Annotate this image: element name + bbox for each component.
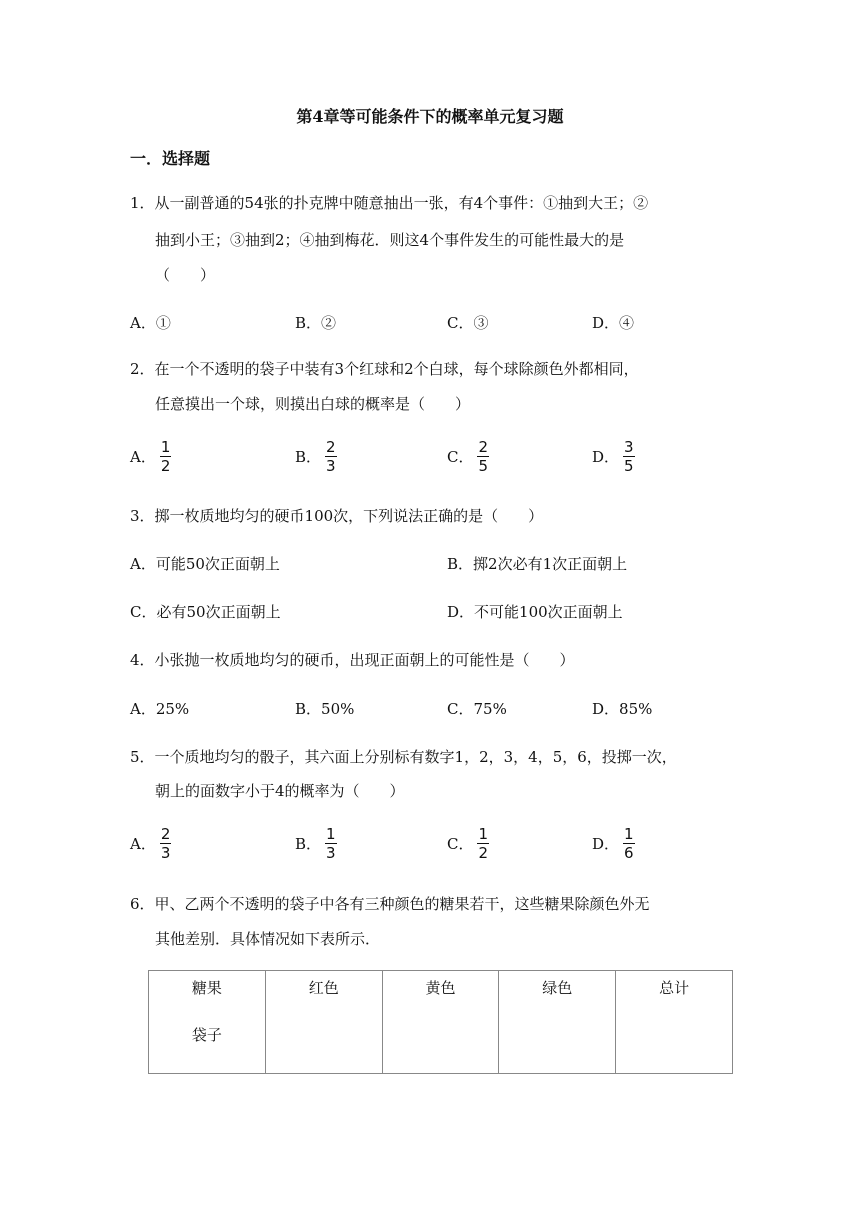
- q1-option-c: C．③: [447, 314, 489, 332]
- fraction: [623, 825, 635, 862]
- q2-option-b: [295, 438, 337, 475]
- q1-option-a: A．①: [130, 314, 171, 332]
- q1-option-b: B．②: [295, 314, 337, 332]
- numerator: 2: [326, 438, 336, 456]
- q3-option-c: C．必有50次正面朝上: [130, 603, 281, 621]
- q2-line1: 2．在一个不透明的袋子中装有3个红球和2个白球，每个球除颜色外都相同，: [130, 360, 639, 378]
- denominator: 6: [624, 844, 634, 862]
- q5-option-d: [592, 825, 635, 862]
- q6-line2: 其他差别．具体情况如下表所示．: [155, 930, 381, 948]
- q2-option-d: [592, 438, 635, 475]
- denominator: 5: [478, 457, 489, 475]
- option-label: A．: [130, 448, 156, 466]
- table-row: [149, 971, 733, 1074]
- q4-option-a: A．25%: [130, 700, 190, 718]
- corner-bottom-label: 袋子: [191, 1026, 222, 1044]
- numerator: 1: [160, 438, 171, 456]
- numerator: 2: [160, 825, 171, 843]
- option-label: B．: [295, 448, 322, 466]
- q1-option-d: D．④: [592, 314, 635, 332]
- q6-line1: 6．甲、乙两个不透明的袋子中各有三种颜色的糖果若干，这些糖果除颜色外无: [130, 895, 650, 913]
- denominator: 3: [326, 844, 336, 862]
- q5-line1: 5．一个质地均匀的骰子，其六面上分别标有数字1，2，3，4，5，6，投掷一次，: [130, 748, 677, 766]
- table-header-red: 红色: [265, 971, 382, 1074]
- q5-option-a: [130, 825, 171, 862]
- section-heading: 一．选择题: [130, 149, 211, 168]
- q5-option-c: [447, 825, 489, 862]
- option-label: D．: [592, 448, 620, 466]
- q2-option-c: [447, 438, 489, 475]
- option-label: B．: [295, 835, 322, 853]
- fraction: [325, 825, 337, 862]
- q5-line2: 朝上的面数字小于4的概率为（ ）: [155, 782, 405, 800]
- option-label: A．: [130, 835, 156, 853]
- q4-option-c: C．75%: [447, 700, 507, 718]
- denominator: 2: [478, 844, 489, 862]
- table-header-green: 绿色: [499, 971, 616, 1074]
- numerator: 3: [624, 438, 634, 456]
- q1-line1: 1．从一副普通的54张的扑克牌中随意抽出一张，有4个事件：①抽到大王；②: [130, 194, 649, 212]
- q3-option-d: D．不可能100次正面朝上: [447, 603, 623, 621]
- q4-line1: 4．小张抛一枚质地均匀的硬币，出现正面朝上的可能性是（ ）: [130, 651, 575, 669]
- option-label: C．: [447, 835, 474, 853]
- q1-line2: 抽到小王；③抽到2；④抽到梅花．则这4个事件发生的可能性最大的是: [155, 231, 625, 249]
- numerator: 1: [478, 825, 489, 843]
- denominator: 3: [160, 844, 171, 862]
- q4-option-b: B．50%: [295, 700, 355, 718]
- corner-top-label: 糖果: [191, 979, 222, 997]
- denominator: 3: [326, 457, 336, 475]
- table-header-total: 总计: [616, 971, 733, 1074]
- option-label: C．: [447, 448, 474, 466]
- fraction: [623, 438, 635, 475]
- numerator: 1: [326, 825, 336, 843]
- option-label: D．: [592, 835, 620, 853]
- q5-option-b: [295, 825, 337, 862]
- q3-option-a: A．可能50次正面朝上: [130, 555, 280, 573]
- denominator: 5: [624, 457, 634, 475]
- table-header-yellow: 黄色: [382, 971, 499, 1074]
- fraction: [477, 825, 489, 862]
- q2-option-a: [130, 438, 171, 475]
- numerator: 2: [478, 438, 489, 456]
- q2-line2: 任意摸出一个球，则摸出白球的概率是（ ）: [155, 395, 471, 413]
- fraction: [477, 438, 489, 475]
- numerator: 1: [624, 825, 634, 843]
- q3-line1: 3．掷一枚质地均匀的硬币100次，下列说法正确的是（ ）: [130, 507, 544, 525]
- fraction: [325, 438, 337, 475]
- q3-option-b: B．掷2次必有1次正面朝上: [447, 555, 628, 573]
- candy-table: [148, 970, 733, 1074]
- fraction: [160, 825, 172, 862]
- denominator: 2: [160, 457, 171, 475]
- table-corner-cell: [149, 971, 266, 1074]
- page-title: 第4章等可能条件下的概率单元复习题: [296, 107, 564, 126]
- q1-line3: （ ）: [155, 266, 216, 284]
- q4-option-d: D．85%: [592, 700, 653, 718]
- fraction: [160, 438, 172, 475]
